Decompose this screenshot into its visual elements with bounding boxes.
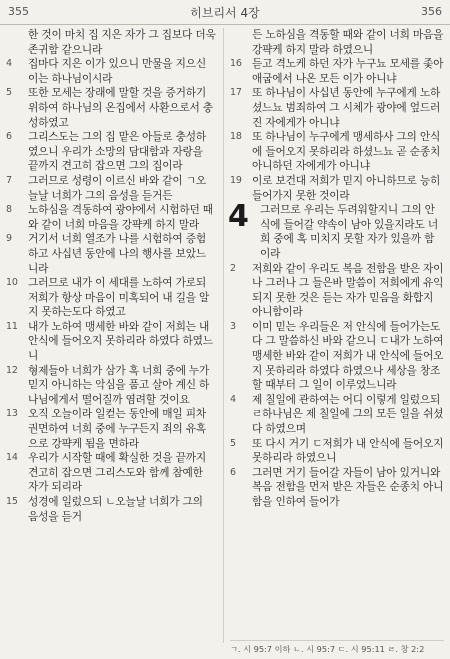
verse-number: 6 <box>230 466 236 478</box>
verse-text: 든 노하심을 격동할 때와 같이 너희 마음을 강퍅케 하지 말라 하였으니 <box>252 28 444 56</box>
verse-number: 3 <box>230 320 236 332</box>
verse-text: 그리스도는 그의 집 맡은 아들로 충성하였으니 우리가 소망의 담대함과 자랑을 끝까지 견고히 잡으면 그의 집이라 <box>28 130 206 173</box>
verse <box>6 364 216 408</box>
verse-number: 2 <box>230 262 236 274</box>
verse <box>230 437 444 466</box>
verse-number: 9 <box>6 233 12 245</box>
verse <box>6 203 216 232</box>
verse-text: 이로 보건대 저희가 믿지 아니하므로 능히 들어가지 못한 것이라 <box>252 173 441 202</box>
verse-number: 10 <box>6 277 18 289</box>
verse <box>230 393 444 437</box>
verse-number: 5 <box>230 437 236 449</box>
verse-text: 우리가 시작할 때에 확실한 것을 끝까지 견고히 잡으면 그리스도와 함께 참예한 자가 되리라 <box>28 451 206 494</box>
verse <box>6 57 216 86</box>
verse-number: 5 <box>6 87 12 99</box>
chapter-first-verse: 그러므로 우리는 두려워할지니 그의 안식에 들어갈 약속이 남아 있을지라도 너희 중에 혹 미치지 못할 자가 있을까 함이라 <box>260 203 438 260</box>
verse <box>230 130 444 174</box>
verse <box>6 320 216 364</box>
verse-number: 7 <box>6 174 12 186</box>
verse-text: 저희와 같이 우리도 복음 전함을 받은 자이나 그러나 그 들은바 말씀이 저희에게 유익되지 못한 것은 듣는 자가 믿음을 화합지 아니함이라 <box>252 261 444 319</box>
verse-text: 그러므로 내가 이 세대를 노하여 가로되 저희가 항상 마음이 미혹되어 내 길을 알지 못하는도다 하였고 <box>28 276 210 319</box>
verse-text: 오직 오늘이라 일컫는 동안에 매일 피차 권면하여 너희 중에 누구든지 죄의 유혹으로 강퍅케 됨을 면하라 <box>28 407 206 450</box>
verse <box>230 57 444 86</box>
verse <box>230 28 444 57</box>
verse-text: 형제들아 너희가 삼가 혹 너희 중에 누가 믿지 아니하는 악심을 품고 살아 계신 하나님에게서 떨어질까 염려할 것이요 <box>28 363 210 406</box>
right-column-verses-top <box>230 28 444 203</box>
verse-number: 8 <box>6 204 12 216</box>
page-header <box>0 0 450 25</box>
verse-number: 16 <box>230 58 242 70</box>
right-column-verses-bottom <box>230 262 444 510</box>
page-number-left: 355 <box>8 5 29 18</box>
chapter-number: 4 <box>228 199 249 235</box>
column-divider <box>223 28 224 643</box>
verse <box>6 174 216 203</box>
verse <box>6 451 216 495</box>
verse-text: 집마다 지은 이가 있으니 만물을 지으신 이는 하나님이시라 <box>28 57 206 85</box>
verse <box>6 495 216 524</box>
verse-text: 내가 노하여 맹세한 바와 같이 저희는 내 안식에 들어오지 못하리라 하였다 하였느니 <box>28 319 213 363</box>
verse-number: 11 <box>6 320 18 332</box>
verse-number: 4 <box>230 393 236 405</box>
verse <box>6 232 216 276</box>
chapter-start <box>228 199 444 261</box>
verse-text: 노하심을 격동하여 광야에서 시험하던 때와 같이 너희 마음을 강퍅케 하지 말라 <box>28 203 213 231</box>
verse <box>6 28 216 57</box>
verse-text: 듣고 격노케 하던 자가 누구뇨 모세를 좇아 애굽에서 나온 모든 이가 아니냐 <box>252 57 444 85</box>
verse-number: 4 <box>6 58 12 70</box>
left-text-column <box>6 28 216 643</box>
verse-text: 한 것이 마치 집 지은 자가 그 집보다 더욱 존귀함 같으니라 <box>28 28 216 56</box>
verse-text: 또 하나님이 사십년 동안에 누구에게 노하셨느뇨 범죄하여 그 시체가 광야에 엎드러진 자에게가 아니냐 <box>252 86 441 129</box>
verse <box>230 174 444 203</box>
verse <box>230 262 444 320</box>
verse <box>230 86 444 130</box>
verse <box>230 466 444 510</box>
verse-text: 거기서 너희 열조가 나를 시험하여 증험하고 사십년 동안에 나의 행사를 보았느니라 <box>28 232 206 275</box>
verse-number: 19 <box>230 174 242 186</box>
verse-text: 성경에 일렀으되 ㄴ오늘날 너희가 그의 음성을 듣거 <box>28 495 203 523</box>
verse-number: 13 <box>6 408 18 420</box>
verse-text: 그러므로 성령이 이르신 바와 같이 ㄱ오늘날 너희가 그의 음성을 듣거든 <box>28 173 206 202</box>
verse-text: 또 하나님이 누구에게 맹세하사 그의 안식에 들어오지 못하리라 하셨느뇨 곧 순종치 아니하던 자에게가 아니냐 <box>252 130 441 173</box>
verse-text: 이미 믿는 우리들은 저 안식에 들어가는도다 그 말씀하신 바와 같으니 ㄷ내가 노하여 맹세한 바와 같이 저희가 내 안식에 들어오지 못하리라 하였다 하였으나 세상을 창조할 때부터 그 일이 이루었느니라 <box>252 319 444 392</box>
running-title: 히브리서 4장 <box>190 6 260 20</box>
verse <box>6 130 216 174</box>
verse-text: 또한 모세는 장래에 말할 것을 증거하기 위하여 하나님의 온집에서 사환으로서 충성하였고 <box>28 86 213 129</box>
verse-text: 또 다시 거기 ㄷ저희가 내 안식에 들어오지 못하리라 하였으니 <box>252 436 444 465</box>
footnotes: ㄱ. 시 95:7 이하 ㄴ. 시 95:7 ㄷ. 시 95:11 ㄹ. 창 2:2 <box>230 640 444 655</box>
verse <box>6 276 216 320</box>
right-text-column <box>230 28 444 643</box>
verse-text: 그러면 거기 들어갈 자들이 남아 있거니와 복음 전함을 먼저 받은 자들은 순종치 아니함을 인하여 들어가 <box>252 465 444 508</box>
verse <box>6 407 216 451</box>
verse-number: 15 <box>6 496 18 507</box>
verse <box>230 320 444 393</box>
page-number-right: 356 <box>421 5 442 18</box>
verse-number: 6 <box>6 131 12 143</box>
verse-number: 12 <box>6 364 18 376</box>
verse-number: 17 <box>230 87 242 99</box>
verse <box>6 86 216 130</box>
verse-text: 제 칠일에 관하여는 어디 이렇게 일렀으되 ㄹ하나님은 제 칠일에 그의 모든 일을 쉬셨다 하였으며 <box>252 392 444 436</box>
verse-number: 14 <box>6 452 18 464</box>
verse-number: 18 <box>230 131 242 143</box>
